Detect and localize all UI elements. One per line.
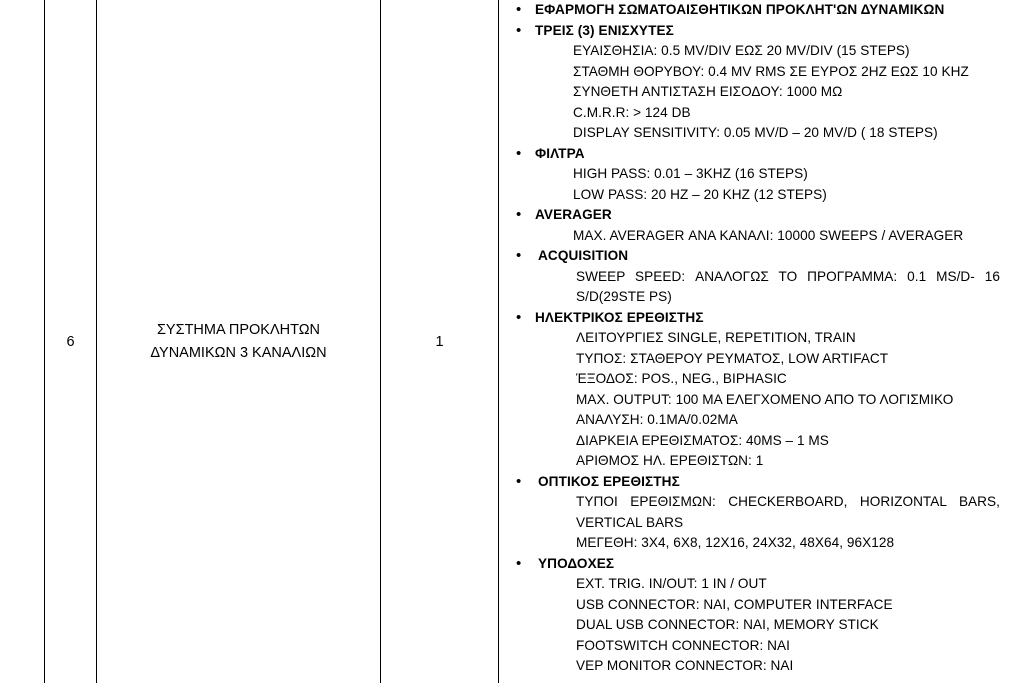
spec-line: MAX. OUTPUT: 100 MA ΕΛΕΓΧΟΜΕΝΟ ΑΠΟ ΤΟ ΛΟΓΙΣΜΙΚΟ [576, 391, 954, 407]
spec-line: ΣΤΑΘΜΗ ΘΟΡΥΒΟΥ: 0.4 MV RMS ΣΕ ΕΥΡΟΣ 2ΗΖ ΕΩΣ 10 ΚΗΖ [573, 63, 969, 79]
table-cell-description [97, 0, 380, 683]
spec-header: • ΟΠΤΙΚΟΣ ΕΡΕΘΙΣΤΗΣ [538, 473, 680, 489]
spec-line: ΣΥΝΘΕΤΗ ΑΝΤΙΣΤΑΣΗ ΕΙΣΟΔΟΥ: 1000 ΜΩ [573, 84, 843, 99]
spec-line: ΔΙΑΡΚΕΙΑ ΕΡΕΘΙΣΜΑΤΟΣ: 40MS – 1 MS [576, 432, 829, 448]
spec-group-connectors [499, 554, 1024, 677]
spec-header: • ACQUISITION [538, 248, 629, 263]
quantity-value: 1 [435, 333, 444, 350]
spec-header: • ΕΦΑΡΜΟΓΗ ΣΩΜΑΤΟΑΙΣΘΗΤΙΚΩΝ ΠΡΟΚΛΗΤ'ΩΝ ΔΥΝΑΜΙΚΩΝ [535, 2, 945, 17]
spec-header: • ΤΡΕΙΣ (3) ΕΝΙΣΧΥΤΕΣ [535, 22, 674, 38]
spec-header: • ΥΠΟΔΟΧΕΣ [538, 555, 615, 571]
table-cell-quantity [381, 0, 498, 683]
spec-line: ΕΥΑΙΣΘΗΣΙΑ: 0.5 MV/DIV ΕΩΣ 20 MV/DIV (15 STEPS) [573, 43, 910, 58]
spec-group-acquisition [499, 246, 1024, 308]
spec-line: MAX. AVERAGER ΑΝΑ ΚΑΝΑΛΙ: 10000 SWEEPS / AVERAGER [573, 227, 964, 243]
spec-header: • ΗΛΕΚΤΡΙΚΟΣ ΕΡΕΘΙΣΤΗΣ [535, 309, 704, 325]
table-cell-row-number [45, 0, 96, 683]
spec-line: ΤΥΠΟΣ: ΣΤΑΘΕΡΟΥ ΡΕΥΜΑΤΟΣ, LOW ARTIFACT [576, 350, 889, 366]
spec-line: LOW PASS: 20 HZ – 20 KHZ (12 STEPS) [573, 186, 827, 202]
spec-group-averager [499, 205, 1024, 246]
spec-line: FOOTSWITCH CONNECTOR: ΝΑΙ [576, 637, 790, 653]
description-line-1: ΣΥΣΤΗΜΑ ΠΡΟΚΛΗΤΩΝ [156, 322, 321, 339]
spec-group-amplifiers [499, 21, 1024, 144]
spec-header: • ΦΙΛΤΡΑ [535, 145, 585, 161]
spec-header: • AVERAGER [535, 207, 612, 222]
row-number-value: 6 [66, 333, 75, 350]
spec-line: ΑΝΑΛΥΣΗ: 0.1MA/0.02MA [576, 412, 738, 427]
description-line-2: ΔΥΝΑΜΙΚΩΝ 3 ΚΑΝΑΛΙΩΝ [150, 344, 327, 361]
spec-line: ΤΥΠΟΙ ΕΡΕΘΙΣΜΩΝ: CHECKERBOARD, HORIZONTAL BARS, VERTICAL BARS [576, 494, 1000, 530]
spec-line: DUAL USB CONNECTOR: ΝΑΙ, MEMORY STICK [576, 617, 879, 632]
table-cell-specifications [499, 0, 1024, 683]
spec-line: SWEEP SPEED: ΑΝΑΛΟΓΩΣ ΤΟ ΠΡΟΓΡΑΜΜΑ: 0.1 MS/D- 16 S/D(29STE PS) [576, 268, 1000, 304]
spec-line: ΛΕΙΤΟΥΡΓΙΕΣ SINGLE, REPETITION, TRAIN [576, 330, 856, 345]
spec-line: ΈΞΟΔΟΣ: POS., NEG., BIPHASIC [576, 371, 787, 386]
spec-line: C.M.R.R: > 124 DB [573, 104, 691, 120]
spec-line: DISPLAY SENSITIVITY: 0.05 MV/D – 20 MV/D ( 18 STEPS) [573, 125, 938, 140]
spec-line: USB CONNECTOR: ΝΑΙ, COMPUTER INTERFACE [576, 596, 893, 612]
spec-group-somatosensory [499, 0, 1024, 21]
spec-group-optical-stimulator [499, 472, 1024, 554]
spec-line: EXT. TRIG. IN/OUT: 1 IN / OUT [576, 576, 767, 591]
spec-group-filters [499, 144, 1024, 206]
spec-group-electrical-stimulator [499, 308, 1024, 472]
spec-line: HIGH PASS: 0.01 – 3KHZ (16 STEPS) [573, 166, 808, 181]
spec-line: ΑΡΙΘΜΟΣ ΗΛ. ΕΡΕΘΙΣΤΩΝ: 1 [576, 453, 764, 468]
spec-line: VEP MONITOR CONNECTOR: ΝΑΙ [576, 658, 794, 673]
specification-list [499, 0, 1024, 677]
spec-line: ΜΕΓΕΘΗ: 3X4, 6X8, 12X16, 24X32, 48X64, 96X128 [576, 535, 895, 550]
